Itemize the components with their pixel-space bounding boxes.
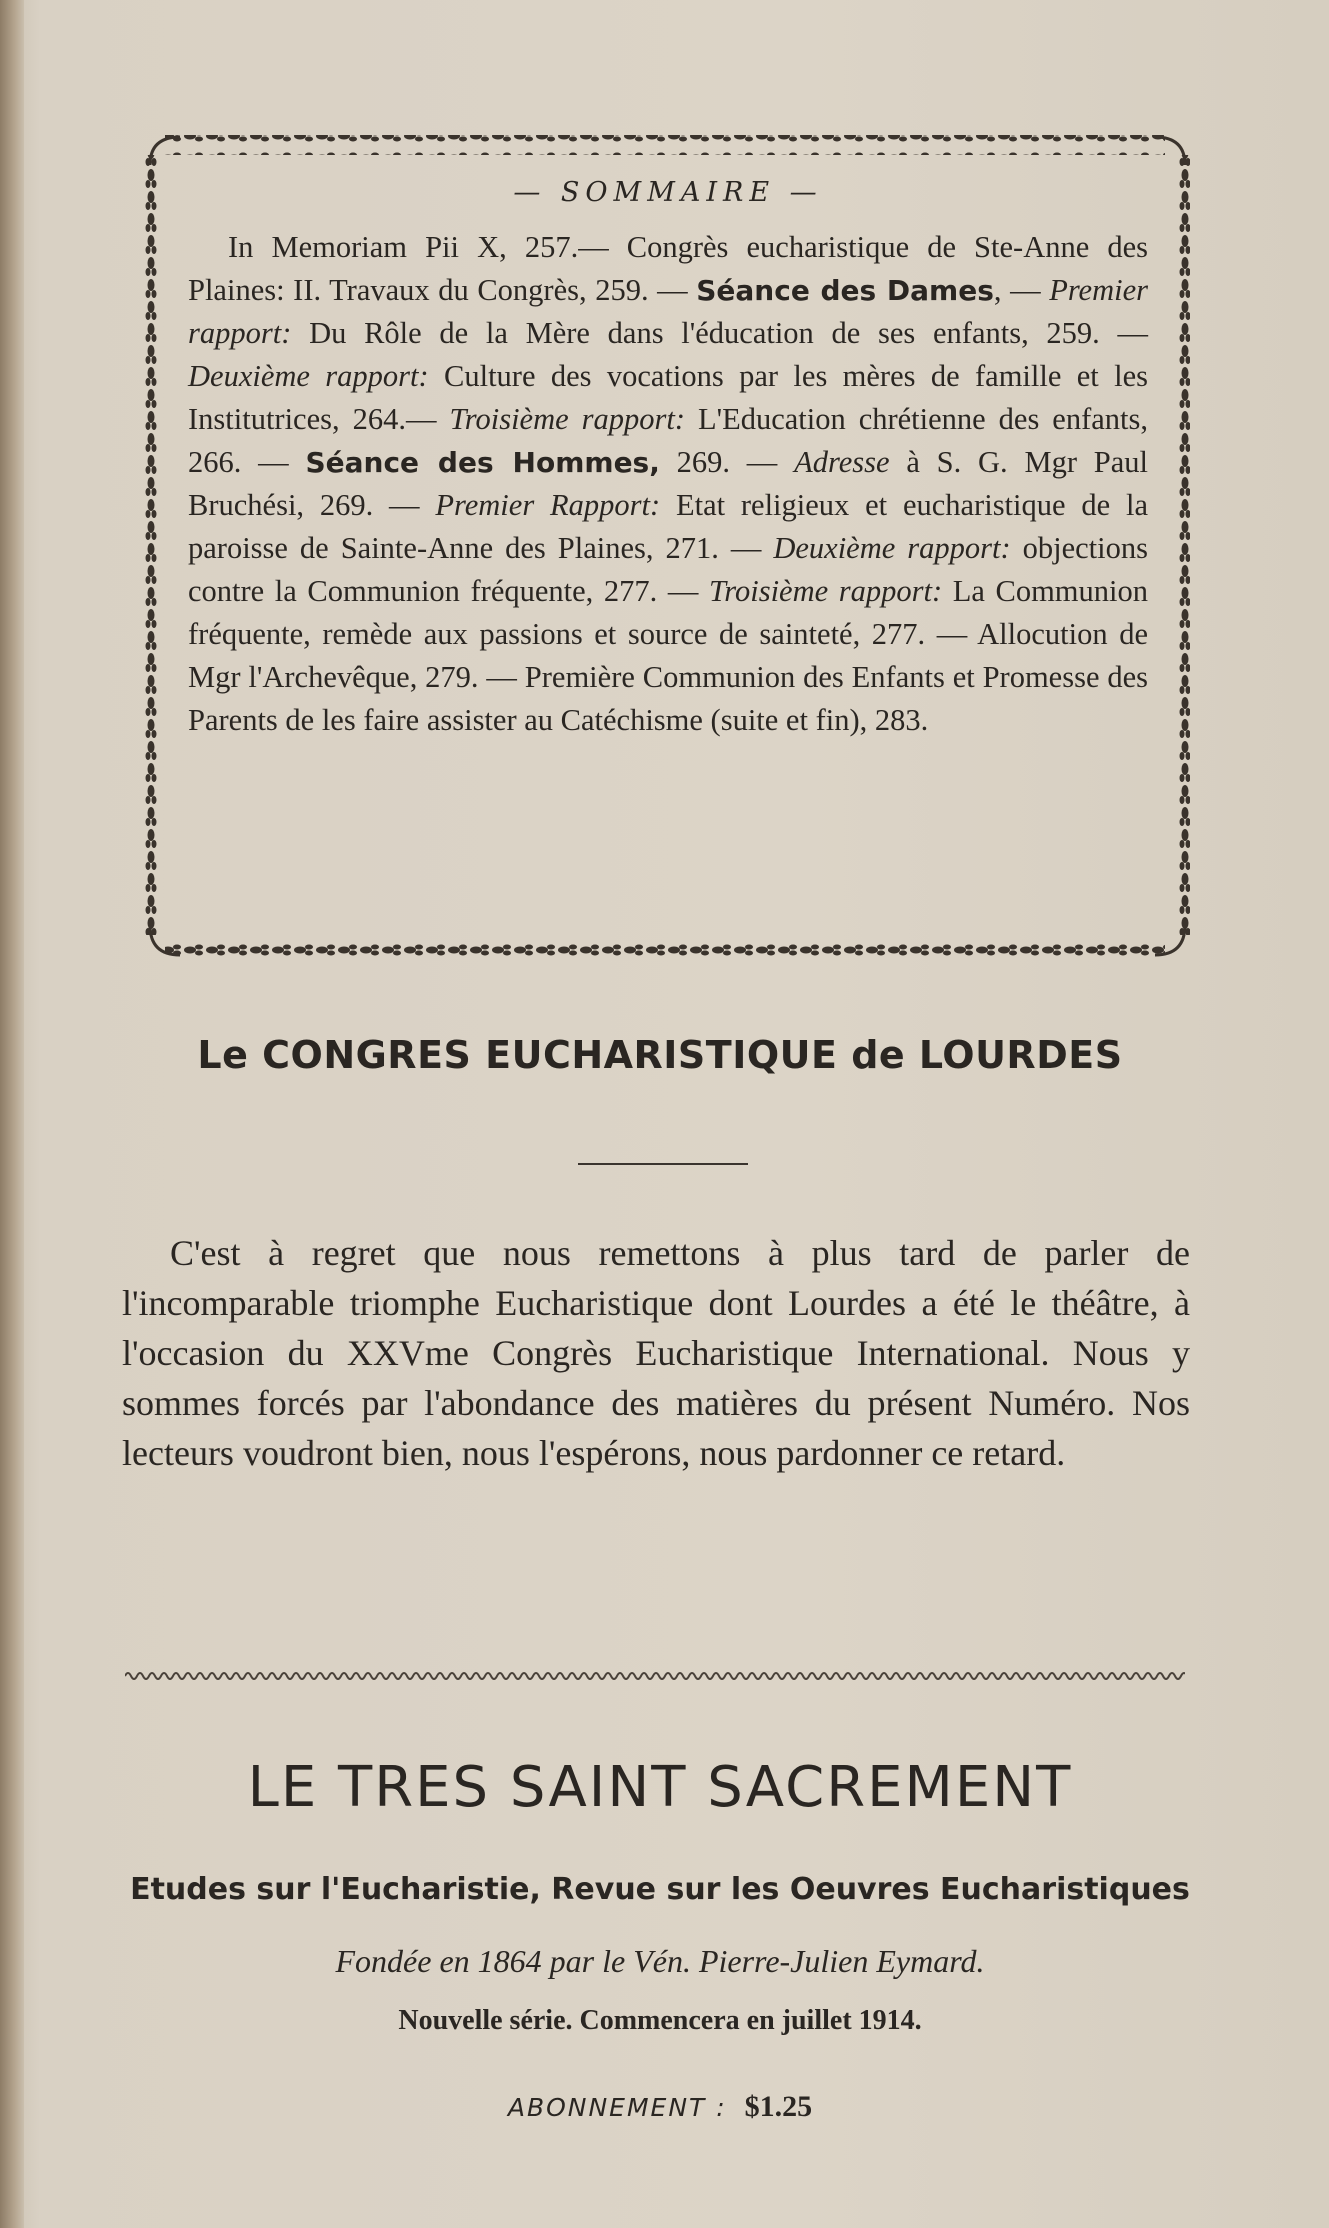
sommaire-part: Premier rapport: (188, 273, 1148, 350)
wavy-divider-icon (125, 1668, 1185, 1684)
sommaire-part: Adresse (794, 445, 890, 479)
sommaire-part: Deuxième rapport: (188, 359, 429, 393)
page-spine (0, 0, 24, 2228)
sommaire-part: 269. — (659, 445, 795, 479)
sommaire-part: , — (993, 273, 1050, 307)
sommaire-part: Troisième rapport: (708, 574, 943, 608)
sommaire-part: Premier Rapport: (435, 488, 661, 522)
sommaire-part: In Memoriam Pii X, 257.— Congrès eucharistique de Ste-Anne des Plaines: II. Travaux du Congrès, 259. — (188, 230, 1148, 307)
sommaire-part: Culture des vocations par les mères de famille et les Institutrices, 264.— (188, 359, 1148, 436)
sommaire-part: Du Rôle de la Mère dans l'éducation de ses enfants, 259. — (291, 316, 1148, 350)
sommaire-part: Séance des Hommes, (305, 446, 660, 479)
sommaire-box (140, 125, 1195, 965)
sommaire-part: Séance des Dames (696, 274, 994, 307)
sommaire-part: La Communion fréquente, remède aux passions et source de sainteté, 277. — Allocution de Mgr l'Archevêque, 279. — Première Communion des Enfants et Promesse des Parents de les faire assister au Catéchisme (suite et fin), 283. (188, 574, 1148, 737)
sommaire-text (188, 226, 1148, 742)
sommaire-part: à S. G. Mgr Paul Bruchési, 269. — (188, 445, 1148, 522)
advert-subtitle: Etudes sur l'Eucharistie, Revue sur les Oeuvres Eucharistiques (130, 1872, 1190, 1907)
sommaire-part: Etat religieux et eucharistique de la paroisse de Sainte-Anne des Plaines, 271. — (188, 488, 1148, 565)
divider-rule (578, 1163, 748, 1165)
advert-title: LE TRES SAINT SACREMENT (247, 1755, 1073, 1820)
abonnement-label: ABONNEMENT : (507, 2093, 727, 2122)
abonnement-line (100, 2090, 1220, 2124)
sommaire-part: objections contre la Communion fréquente, 277. — (188, 531, 1148, 608)
article-body: C'est à regret que nous remettons à plus tard de parler de l'incomparable triomphe Eucharistique dont Lourdes a été le théâtre, à l'occasion du XXVme Congrès Eucharistique International. Nous y sommes forcés par l'abondance des matières du présent Numéro. Nos lecteurs voudront bien, nous l'espérons, nous pardonner ce retard. (122, 1233, 1190, 1473)
article-headline: Le CONGRES EUCHARISTIQUE de LOURDES (197, 1033, 1123, 1077)
advert-founded: Fondée en 1864 par le Vén. Pierre-Julien Eymard. (335, 1943, 985, 1979)
abonnement-price: $1.25 (744, 2090, 813, 2123)
sommaire-part: Deuxième rapport: (773, 531, 1011, 565)
sommaire-part: L'Education chrétienne des enfants, 266. — (188, 402, 1149, 479)
sommaire-content (188, 177, 1148, 937)
sommaire-title: — SOMMAIRE — (513, 177, 823, 208)
sommaire-part: Troisième rapport: (449, 402, 685, 436)
advert-series: Nouvelle série. Commencera en juillet 1914. (398, 2005, 922, 2036)
